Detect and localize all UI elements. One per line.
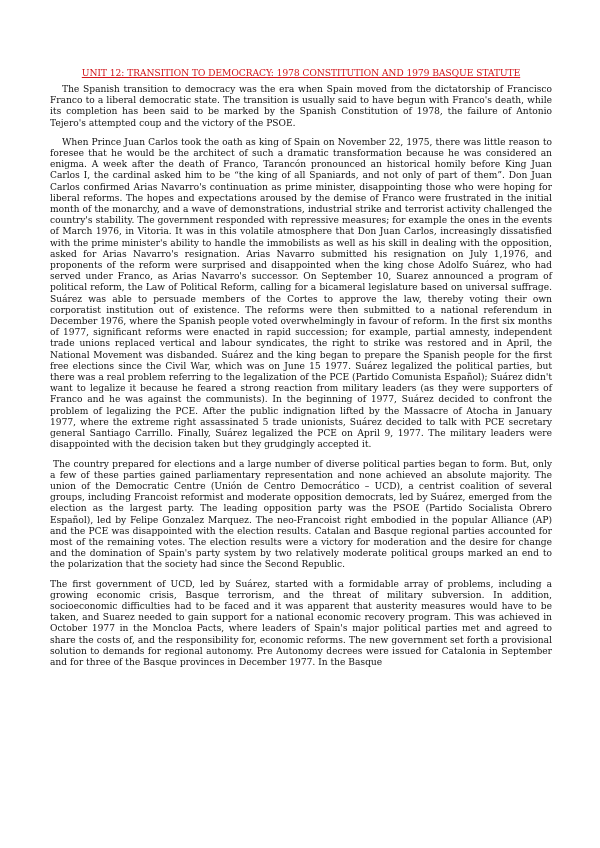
- paragraph-ucd-government: The first government of UCD, led by Suárez, started with a formidable array of problems, including a growing economic crisis, Basque terrorism, and the threat of military subversion. In addition, socioeconomic difficulties had to be faced and it was apparent that austerity measures would have to be taken, and Suarez needed to gain support for a national economic recovery program. This was achieved in October 1977 in the Moncloa Pacts, where leaders of Spain's major political parties met and agreed to share the costs of, and the responsibility for, economic reforms. The new government set forth a provisional solution to demands for regional autonomy. Pre Autonomy decrees were issued for Catalonia in September and for three of the Basque provinces in December 1977. In the Basque: [50, 579, 552, 668]
- page-title: UNIT 12: TRANSITION TO DEMOCRACY: 1978 CONSTITUTION AND 1979 BASQUE STATUTE: [81, 68, 521, 79]
- paragraph-intro: The Spanish transition to democracy was the era when Spain moved from the dictatorship of Francisco Franco to a liberal democratic state. The transition is usually said to have begun with Franco's death, while its completion has been said to be marked by the Spanish Constitution of 1978, the failure of Antonio Tejero's attempted coup and the victory of the PSOE.: [50, 85, 552, 129]
- document-page: [50, 68, 552, 677]
- paragraph-juan-carlos: When Prince Juan Carlos took the oath as king of Spain on November 22, 1975, there was little reason to foresee that he would be the architect of such a dramatic transformation because he was considered an enigma. A week after the death of Franco, Tarancón pronounced an historical homily before King Juan Carlos I, the cardinal asked him to be “the king of all Spaniards, and not only of part of them”. Don Juan Carlos confirmed Arias Navarro's continuation as prime minister, disappointing those who were hoping for liberal reforms. The hopes and expectations aroused by the demise of Franco were frustrated in the initial month of the monarchy, and a wave of demonstrations, industrial strike and terrorist activity challenged the country's stability. The government responded with repressive measures; for example the ones in the events of March 1976, in Vitoria. It was in this volatile atmosphere that Don Juan Carlos, increasingly dissatisfied with the prime minister's ability to handle the immobilists as well as his skill in dealing with the opposition, asked for Arias Navarro's resignation. Arias Navarro submitted his resignation on July 1,1976, and proponents of the reform were surprised and disappointed when the king chose Adolfo Suárez, who had served under Franco, as Arias Navarro's successor. On September 10, Suarez announced a program of political reform, the Law of Political Reform, calling for a bicameral legislature based on universal suffrage. Suárez was able to persuade members of the Cortes to approve the law, thereby voting their own corporatist institution out of existence. The reforms were then submitted to a national referendum in December 1976, where the Spanish people voted overwhelmingly in favour of reform. In the first six months of 1977, significant reforms were enacted in rapid succession; for example, partial amnesty, independent trade unions replaced vertical and labour syndicates, the right to strike was restored and in April, the National Movement was disbanded. Suárez and the king began to prepare the Spanish people for the first free elections since the Civil War, which was on June 15 1977. Suárez legalized the political parties, but there was a real problem referring to the legalization of the PCE (Partido Comunista Español); Suárez didn't want to legalize it because he feared a strong reaction from military leaders (as they were supporters of Franco and he was against the communists). In the beginning of 1977, Suárez decided to confront the problem of legalizing the PCE. After the public indignation lifted by the Massacre of Atocha in January 1977, where the extreme right assassinated 5 trade unionists, Suárez decided to talk with PCE secretary general Santiago Carrillo. Finally, Suárez legalized the PCE on April 9, 1977. The military leaders were disappointed with the decision taken but they grudgingly accepted it.: [50, 137, 552, 451]
- paragraph-elections: The country prepared for elections and a large number of diverse political parties began to form. But, only a few of these parties gained parliamentary representation and none achieved an absolute majority. The union of the Democratic Centre (Unión de Centro Democrático – UCD), a centrist coalition of several groups, including Francoist reformist and moderate opposition democrats, led by Suárez, emerged from the election as the largest party. The leading opposition party was the PSOE (Partido Socialista Obrero Español), led by Felipe Gonzalez Marquez. The neo-Francoist right embodied in the popular Alliance (AP) and the PCE was disappointed with the election results. Catalan and Basque regional parties accounted for most of the remaining votes. The election results were a victory for moderation and the desire for change and the domination of Spain's party system by two relatively moderate political groups marked an end to the polarization that the society had since the Second Republic.: [50, 459, 552, 571]
